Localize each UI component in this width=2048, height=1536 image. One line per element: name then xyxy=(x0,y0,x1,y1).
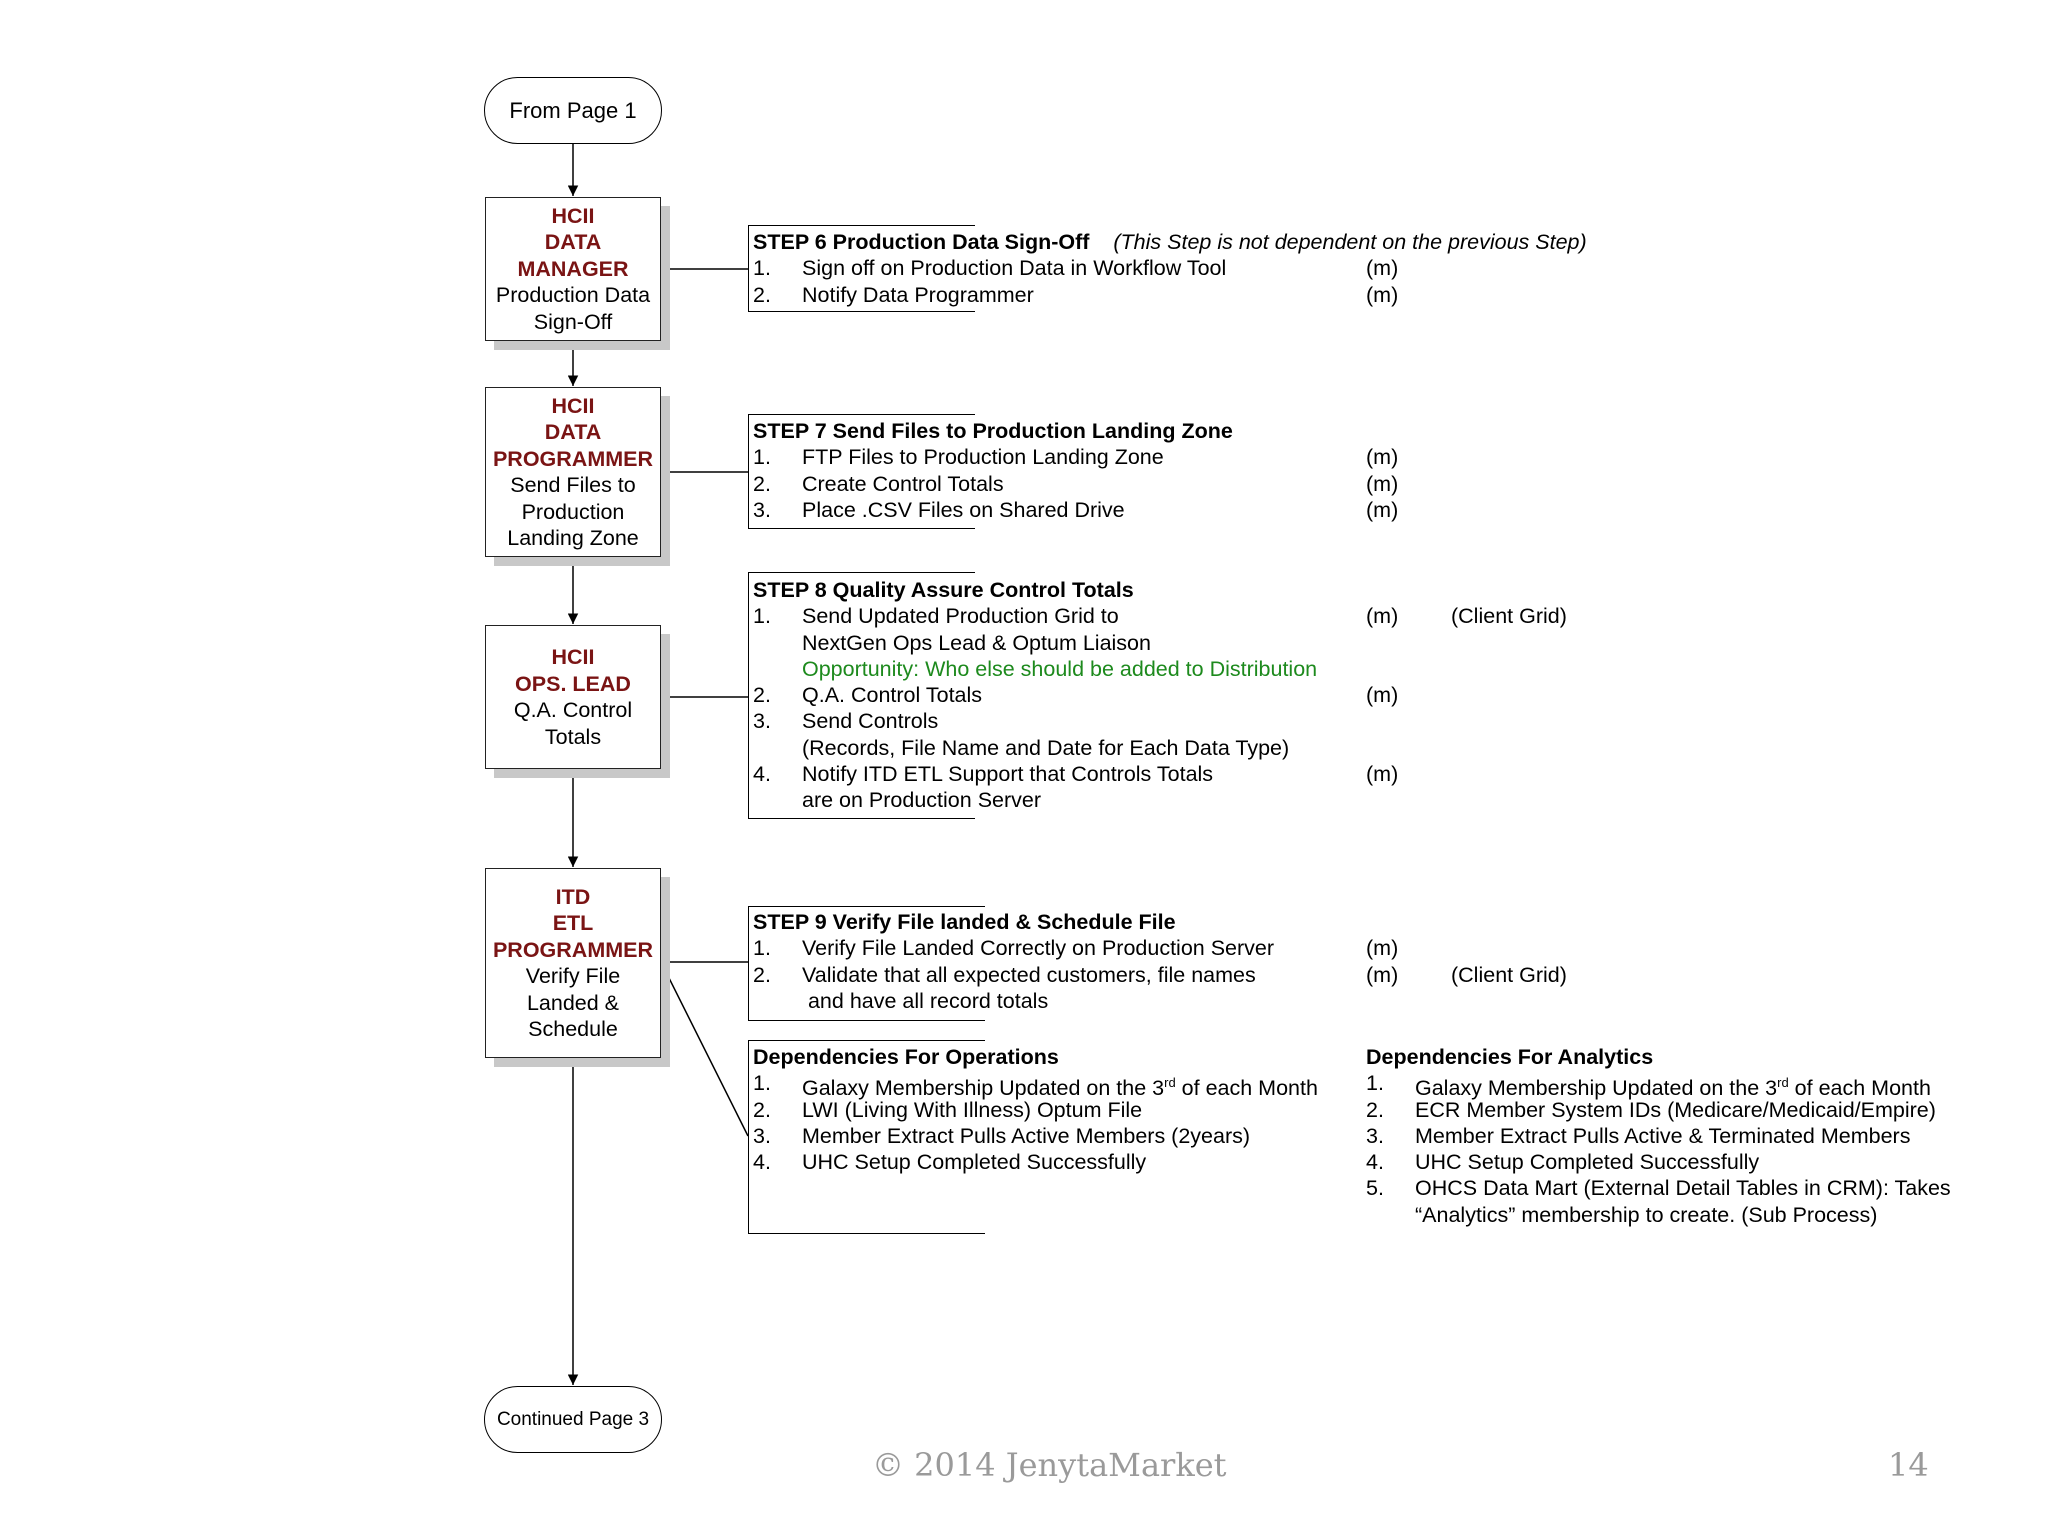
step8-item: 2. Q.A. Control Totals (m) xyxy=(753,683,1399,708)
step9-note xyxy=(753,909,1567,1014)
role-line: HCII xyxy=(551,393,595,418)
opportunity-text: Opportunity: Who else should be added to Distribution xyxy=(802,656,1318,681)
step8-item: 3. Send Controls xyxy=(753,709,939,734)
step8-item: (Records, File Name and Date for Each Data Type) xyxy=(802,735,1290,760)
dependencies-operations xyxy=(753,1044,1318,1175)
desc-line: Sign-Off xyxy=(533,309,613,334)
page-number: 14 xyxy=(1888,1446,1929,1484)
desc-line: Production xyxy=(521,499,625,524)
step7-note xyxy=(753,418,1399,523)
process-box-data-programmer xyxy=(485,387,661,557)
desc-line: Landed & xyxy=(526,990,620,1015)
dependency-item: 3. Member Extract Pulls Active & Terminated Members xyxy=(1366,1123,1911,1148)
role-line: DATA xyxy=(544,230,602,255)
desc-line: Send Files to xyxy=(510,473,636,497)
role-line: OPS. LEAD xyxy=(515,671,631,696)
end-terminal: Continued Page 3 xyxy=(484,1386,662,1453)
step6-title: STEP 6 Production Data Sign-Off xyxy=(753,230,1090,254)
step8-item: NextGen Ops Lead & Optum Liaison xyxy=(802,630,1151,655)
step8-note xyxy=(753,577,1567,814)
dependency-item: 4. UHC Setup Completed Successfully xyxy=(753,1150,1147,1175)
dependency-item: 1. Galaxy Membership Updated on the 3rd of each Month xyxy=(753,1071,1318,1101)
desc-line: Schedule xyxy=(528,1017,618,1041)
process-box-data-manager xyxy=(485,197,661,341)
role-line: ITD xyxy=(555,884,591,909)
dependency-item: 3. Member Extract Pulls Active Members (2years) xyxy=(753,1123,1251,1148)
step9-item: 2. Validate that all expected customers, file names (m) (Client Grid) xyxy=(753,962,1567,987)
role-line: DATA xyxy=(544,420,602,444)
dependencies-operations-title: Dependencies For Operations xyxy=(753,1045,1059,1069)
desc-line: Landing Zone xyxy=(507,526,639,550)
role-line: HCII xyxy=(551,203,595,228)
step7-item: 2. Create Control Totals (m) xyxy=(753,471,1399,496)
dependencies-analytics-title: Dependencies For Analytics xyxy=(1366,1045,1654,1069)
process-box-ops-lead xyxy=(485,625,661,769)
dependency-item: 2. LWI (Living With Illness) Optum File xyxy=(753,1097,1143,1122)
dependency-item: “Analytics” membership to create. (Sub Process) xyxy=(1415,1202,1878,1227)
step9-title: STEP 9 Verify File landed & Schedule File xyxy=(753,910,1176,934)
dependency-item: 5. OHCS Data Mart (External Detail Tables in CRM): Takes xyxy=(1366,1176,1951,1201)
role-line: PROGRAMMER xyxy=(492,937,654,962)
step7-title: STEP 7 Send Files to Production Landing Zone xyxy=(753,419,1233,443)
step6-note xyxy=(753,229,1587,308)
step8-title: STEP 8 Quality Assure Control Totals xyxy=(753,578,1134,602)
role-line: HCII xyxy=(551,645,595,669)
dependency-item: 1. Galaxy Membership Updated on the 3rd of each Month xyxy=(1366,1071,1931,1101)
role-line: PROGRAMMER xyxy=(492,446,654,471)
step7-item: 1. FTP Files to Production Landing Zone (m) xyxy=(753,445,1399,470)
step8-opportunity xyxy=(753,656,1318,682)
step6-title-row xyxy=(753,229,1587,255)
role-line: MANAGER xyxy=(517,256,629,281)
desc-line: Production Data xyxy=(495,283,651,308)
dependencies-analytics xyxy=(1366,1044,1966,1228)
step9-item: and have all record totals xyxy=(802,988,1049,1013)
step9-item: 1. Verify File Landed Correctly on Production Server (m) xyxy=(753,936,1399,961)
client-grid-label: (Client Grid) xyxy=(1451,604,1567,629)
process-box-etl-programmer xyxy=(485,868,661,1058)
step6-item: 2. Notify Data Programmer (m) xyxy=(753,282,1399,307)
step7-item: 3. Place .CSV Files on Shared Drive (m) xyxy=(753,497,1399,522)
desc-line: Q.A. Control xyxy=(513,698,633,722)
desc-line: Verify File xyxy=(525,964,621,988)
step8-item: 4. Notify ITD ETL Support that Controls Totals (m) xyxy=(753,762,1399,787)
footer-copyright: © 2014 JenytaMarket xyxy=(872,1446,1227,1484)
desc-line: Totals xyxy=(544,724,602,749)
dependency-item: 2. ECR Member System IDs (Medicare/Medicaid/Empire) xyxy=(1366,1097,1936,1122)
step6-item: 1. Sign off on Production Data in Workflow Tool (m) xyxy=(753,256,1399,281)
step8-item: 1. Send Updated Production Grid to (m) (Client Grid) xyxy=(753,604,1567,629)
client-grid-label: (Client Grid) xyxy=(1451,962,1567,987)
dependency-item: 4. UHC Setup Completed Successfully xyxy=(1366,1150,1760,1175)
start-terminal: From Page 1 xyxy=(484,77,662,144)
step6-title-note: (This Step is not dependent on the previous Step) xyxy=(1113,230,1587,254)
link-step9-dependencies xyxy=(661,962,748,1136)
role-line: ETL xyxy=(552,911,594,935)
step8-item: are on Production Server xyxy=(802,788,1042,813)
